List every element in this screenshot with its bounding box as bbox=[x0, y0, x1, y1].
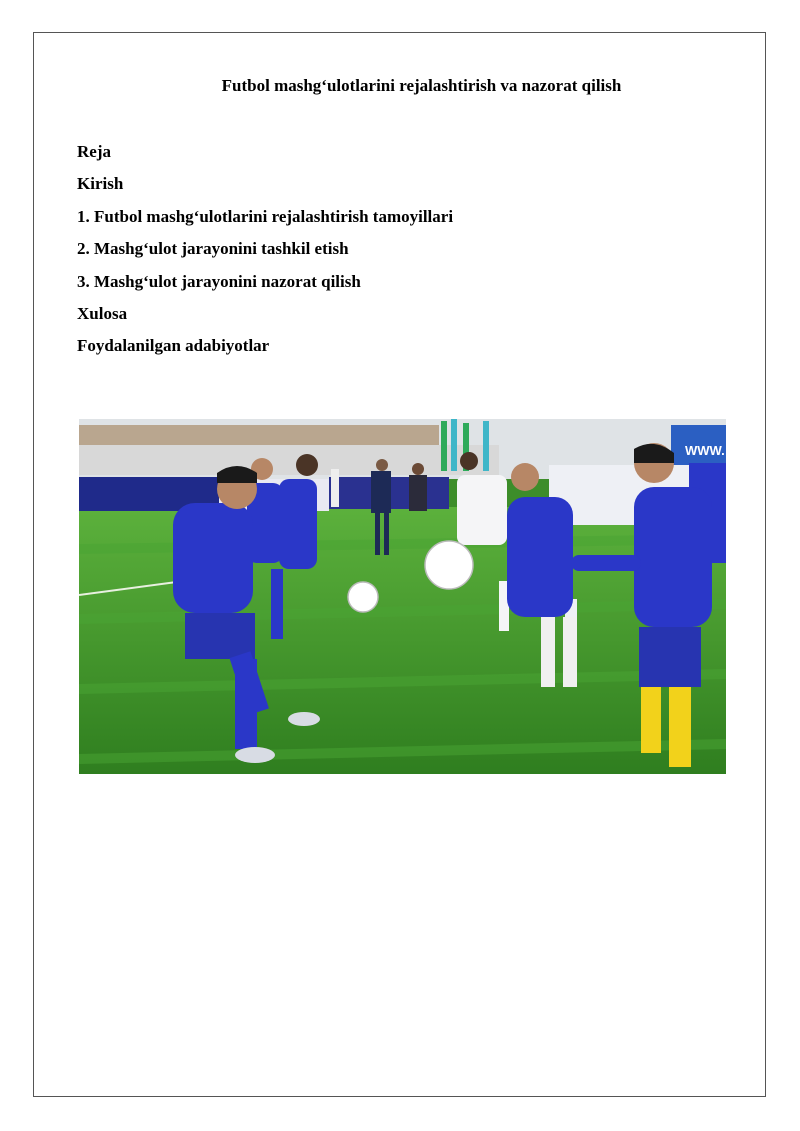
toc-item-reja: Reja bbox=[77, 142, 111, 161]
ball-large bbox=[425, 541, 473, 589]
toc-item-kirish: Kirish bbox=[77, 174, 124, 194]
photo-illustration bbox=[79, 419, 726, 774]
football-training-photo bbox=[79, 419, 726, 774]
document-title: Futbol mashg‘ulotlarini rejalashtirish va nazorat qilish bbox=[221, 76, 622, 95]
toc-item-section-2: 2. Mashg‘ulot jarayonini tashkil etish bbox=[77, 239, 349, 259]
toc-item-section-3: 3. Mashg‘ulot jarayonini nazorat qilish bbox=[77, 271, 361, 291]
banner-text: WWW. bbox=[685, 443, 725, 458]
toc-item-references: Foydalanilgan adabiyotlar bbox=[77, 336, 270, 356]
toc-item-section-1: 1. Futbol mashg‘ulotlarini rejalashtirish tamoyillari bbox=[77, 206, 454, 226]
table-of-contents bbox=[77, 141, 453, 368]
building bbox=[79, 425, 439, 445]
ball-small bbox=[348, 582, 378, 612]
toc-item-xulosa: Xulosa bbox=[77, 303, 128, 323]
